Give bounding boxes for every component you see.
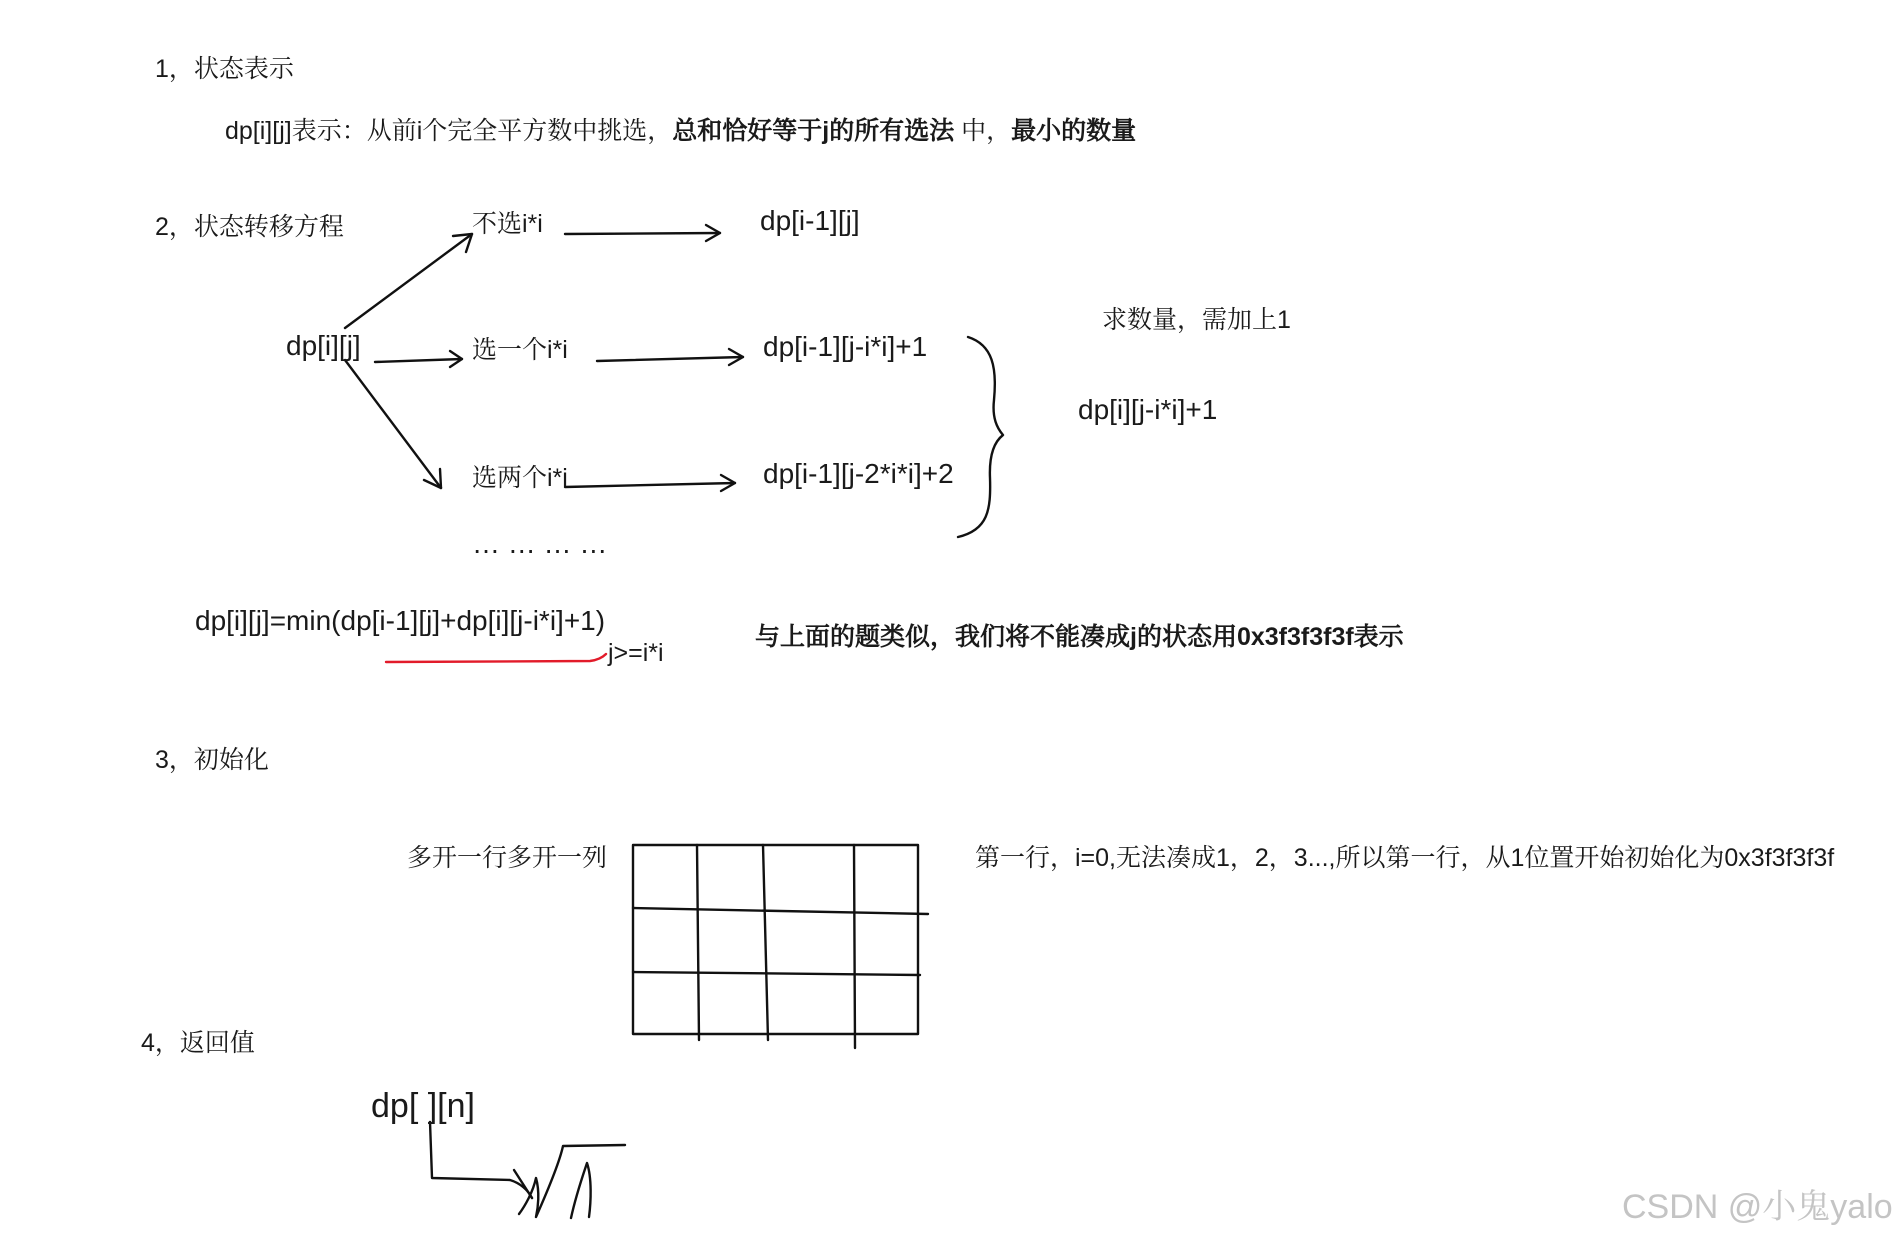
arrow-two-to-result	[565, 483, 735, 487]
arrow-root-to-two	[345, 360, 441, 488]
return-hook-head	[514, 1170, 532, 1198]
branch-result-two: dp[i-1][j-2*i*i]+2	[763, 458, 954, 489]
arrow-root-to-one	[375, 359, 462, 362]
condition-underline	[386, 654, 606, 662]
brace-result: dp[i][j-i*i]+1	[1078, 394, 1218, 425]
init-note: 第一行，i=0,无法凑成1，2，3...,所以第一行，从1位置开始初始化为0x3f3f3f3f	[975, 844, 1835, 872]
branch-result-one: dp[i-1][j-i*i]+1	[763, 331, 928, 362]
state-definition-mid: 中，	[954, 117, 1012, 145]
state-definition	[225, 119, 1136, 144]
grid-hline-1	[633, 908, 928, 914]
return-expression: dp[ ][n]	[371, 1087, 475, 1125]
arrow-one-to-result	[597, 357, 743, 361]
arrow-skip-to-result	[565, 233, 720, 234]
root-state: dp[i][j]	[286, 330, 361, 361]
grid-vline-1	[697, 845, 699, 1040]
grid-vline-3	[854, 845, 855, 1048]
ellipsis: … … … …	[472, 528, 608, 559]
formula-condition: j>=i*i	[608, 639, 664, 667]
branch-choice-skip: 不选i*i	[472, 210, 543, 238]
state-definition-bold-2: 最小的数量	[1011, 117, 1137, 145]
grid-label: 多开一行多开一列	[407, 844, 608, 872]
arrow-root-to-skip	[345, 234, 472, 328]
branch-choice-two: 选两个i*i	[472, 464, 568, 492]
heading-return-value: 4，返回值	[141, 1029, 255, 1057]
infinity-note: 与上面的题类似，我们将不能凑成j的状态用0x3f3f3f3f表示	[755, 623, 1404, 651]
brace-note: 求数量，需加上1	[1102, 306, 1291, 334]
heading-initialization: 3，初始化	[155, 746, 269, 774]
csdn-watermark: CSDN @小鬼yalo	[1622, 1188, 1893, 1226]
branch-result-skip: dp[i-1][j]	[760, 205, 860, 236]
grid-hline-2	[633, 972, 920, 975]
sqrt-sign	[519, 1145, 625, 1217]
return-hook	[430, 1122, 532, 1198]
right-brace	[958, 337, 1003, 537]
heading-transition: 2，状态转移方程	[155, 213, 344, 241]
sqrt-inner	[571, 1163, 591, 1218]
grid-vline-2	[763, 845, 768, 1040]
grid-border	[633, 845, 918, 1034]
state-definition-bold-1: 总和恰好等于j的所有选法	[672, 117, 955, 145]
branch-choice-one: 选一个i*i	[472, 336, 568, 364]
state-definition-prefix: dp[i][j]表示：从前i个完全平方数中挑选，	[225, 117, 673, 145]
transition-formula: dp[i][j]=min(dp[i-1][j]+dp[i][j-i*i]+1)	[195, 605, 606, 636]
heading-state-representation: 1，状态表示	[155, 55, 294, 83]
